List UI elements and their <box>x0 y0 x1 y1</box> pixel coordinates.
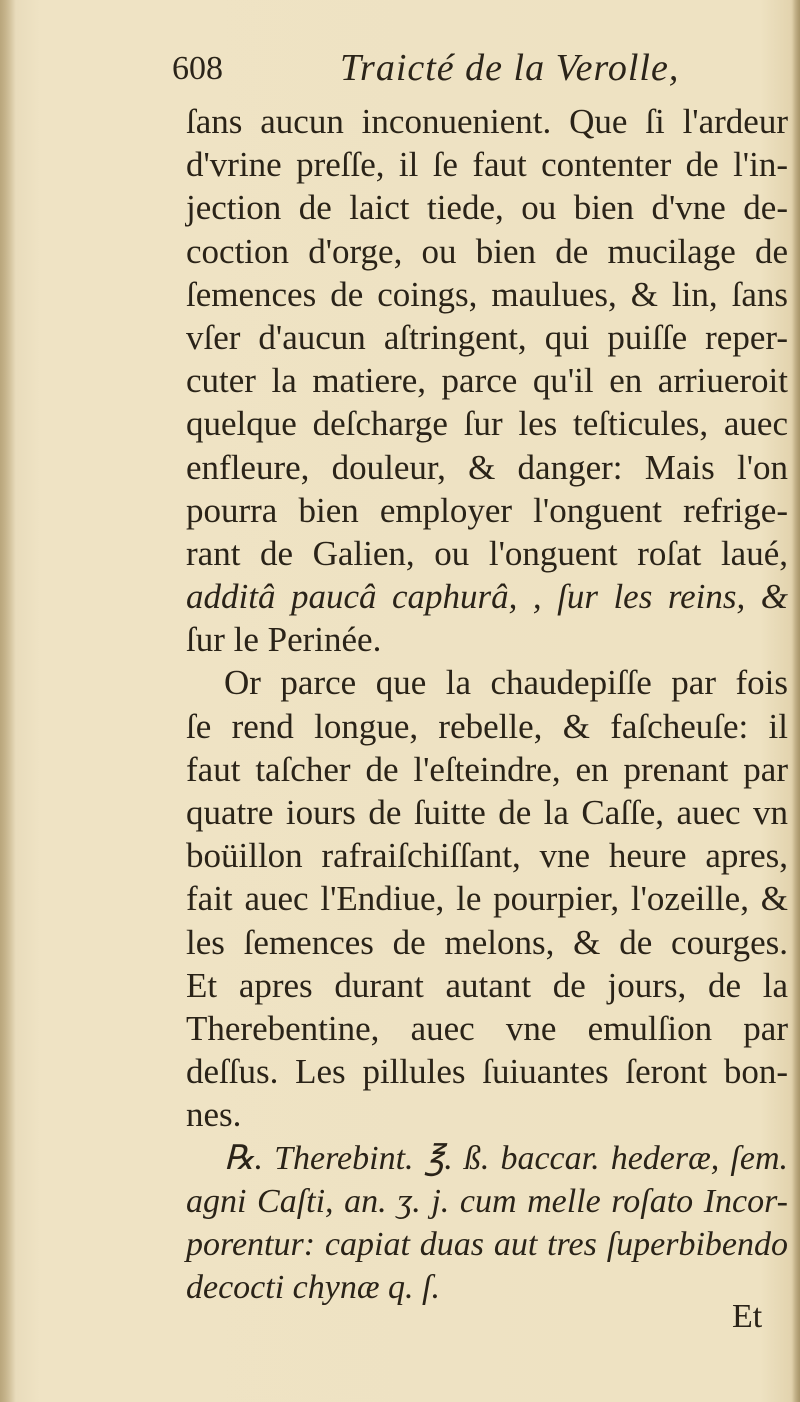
text-line: faut taſcher de l'eſteindre, en prenant par <box>186 749 788 789</box>
body-text <box>186 100 788 1309</box>
text-line-latin: additâ paucâ caphurâ, , ſur les reins, & <box>186 577 788 617</box>
running-title: Traicté de la Verolle, <box>340 47 680 89</box>
recipe-line: ℞. Therebint. ℥. ß. baccar. hederæ, ſem. <box>224 1139 788 1177</box>
text-line: ſemences de coings, maulues, & lin, ſans <box>186 274 788 314</box>
catchword: Et <box>732 1298 763 1335</box>
text-line: pourra bien employer l'onguent refrige- <box>186 490 788 530</box>
text-line: jection de laict tiede, ou bien d'vne de- <box>186 188 788 228</box>
binding-shadow <box>0 0 16 1402</box>
text-line: quatre iours de ſuitte de la Caſſe, auec vn <box>186 793 788 832</box>
page-header <box>172 44 772 100</box>
text-line: d'vrine preſſe, il ſe faut contenter de l'in- <box>186 145 788 185</box>
text-line: coction d'orge, ou bien de mucilage de <box>186 231 788 271</box>
recipe-line: decocti chynæ q. ſ. <box>186 1269 440 1307</box>
text-line: boüillon rafraiſchiſſant, vne heure apres, <box>186 836 788 876</box>
text-line: deſſus. Les pillules ſuiuantes ſeront bon- <box>186 1052 788 1092</box>
paragraph-start-line: Or parce que la chaudepiſſe par fois <box>224 663 788 703</box>
recipe-line: agni Caſti, an. ʒ. j. cum melle roſato Incor- <box>186 1182 788 1220</box>
text-line: quelque deſcharge ſur les teſticules, auec <box>186 404 788 444</box>
text-line: enfleure, douleur, & danger: Mais l'on <box>186 447 788 487</box>
text-line: Therebentine, auec vne emulſion par <box>186 1008 788 1048</box>
text-line: fait auec l'Endiue, le pourpier, l'ozeille, & <box>186 879 788 919</box>
text-line: cuter la matiere, parce qu'il en arriueroit <box>186 361 788 401</box>
page-edge-shadow <box>792 0 800 1402</box>
page-number: 608 <box>172 50 223 87</box>
text-line: Et apres durant autant de jours, de la <box>186 965 788 1005</box>
text-line: ſur le Perinée. <box>186 620 382 660</box>
text-line: ſe rend longue, rebelle, & faſcheuſe: il <box>186 706 788 746</box>
text-line: les ſemences de melons, & de courges. <box>186 922 788 962</box>
recipe-line: porentur: capiat duas aut tres ſuperbibendo <box>186 1225 788 1263</box>
text-line: ſans aucun inconuenient. Que ſi l'ardeur <box>186 102 788 141</box>
text-line: rant de Galien, ou l'onguent roſat laué, <box>186 533 788 573</box>
text-line: vſer d'aucun aſtringent, qui puiſſe reper- <box>186 317 788 357</box>
text-line: nes. <box>186 1095 242 1135</box>
